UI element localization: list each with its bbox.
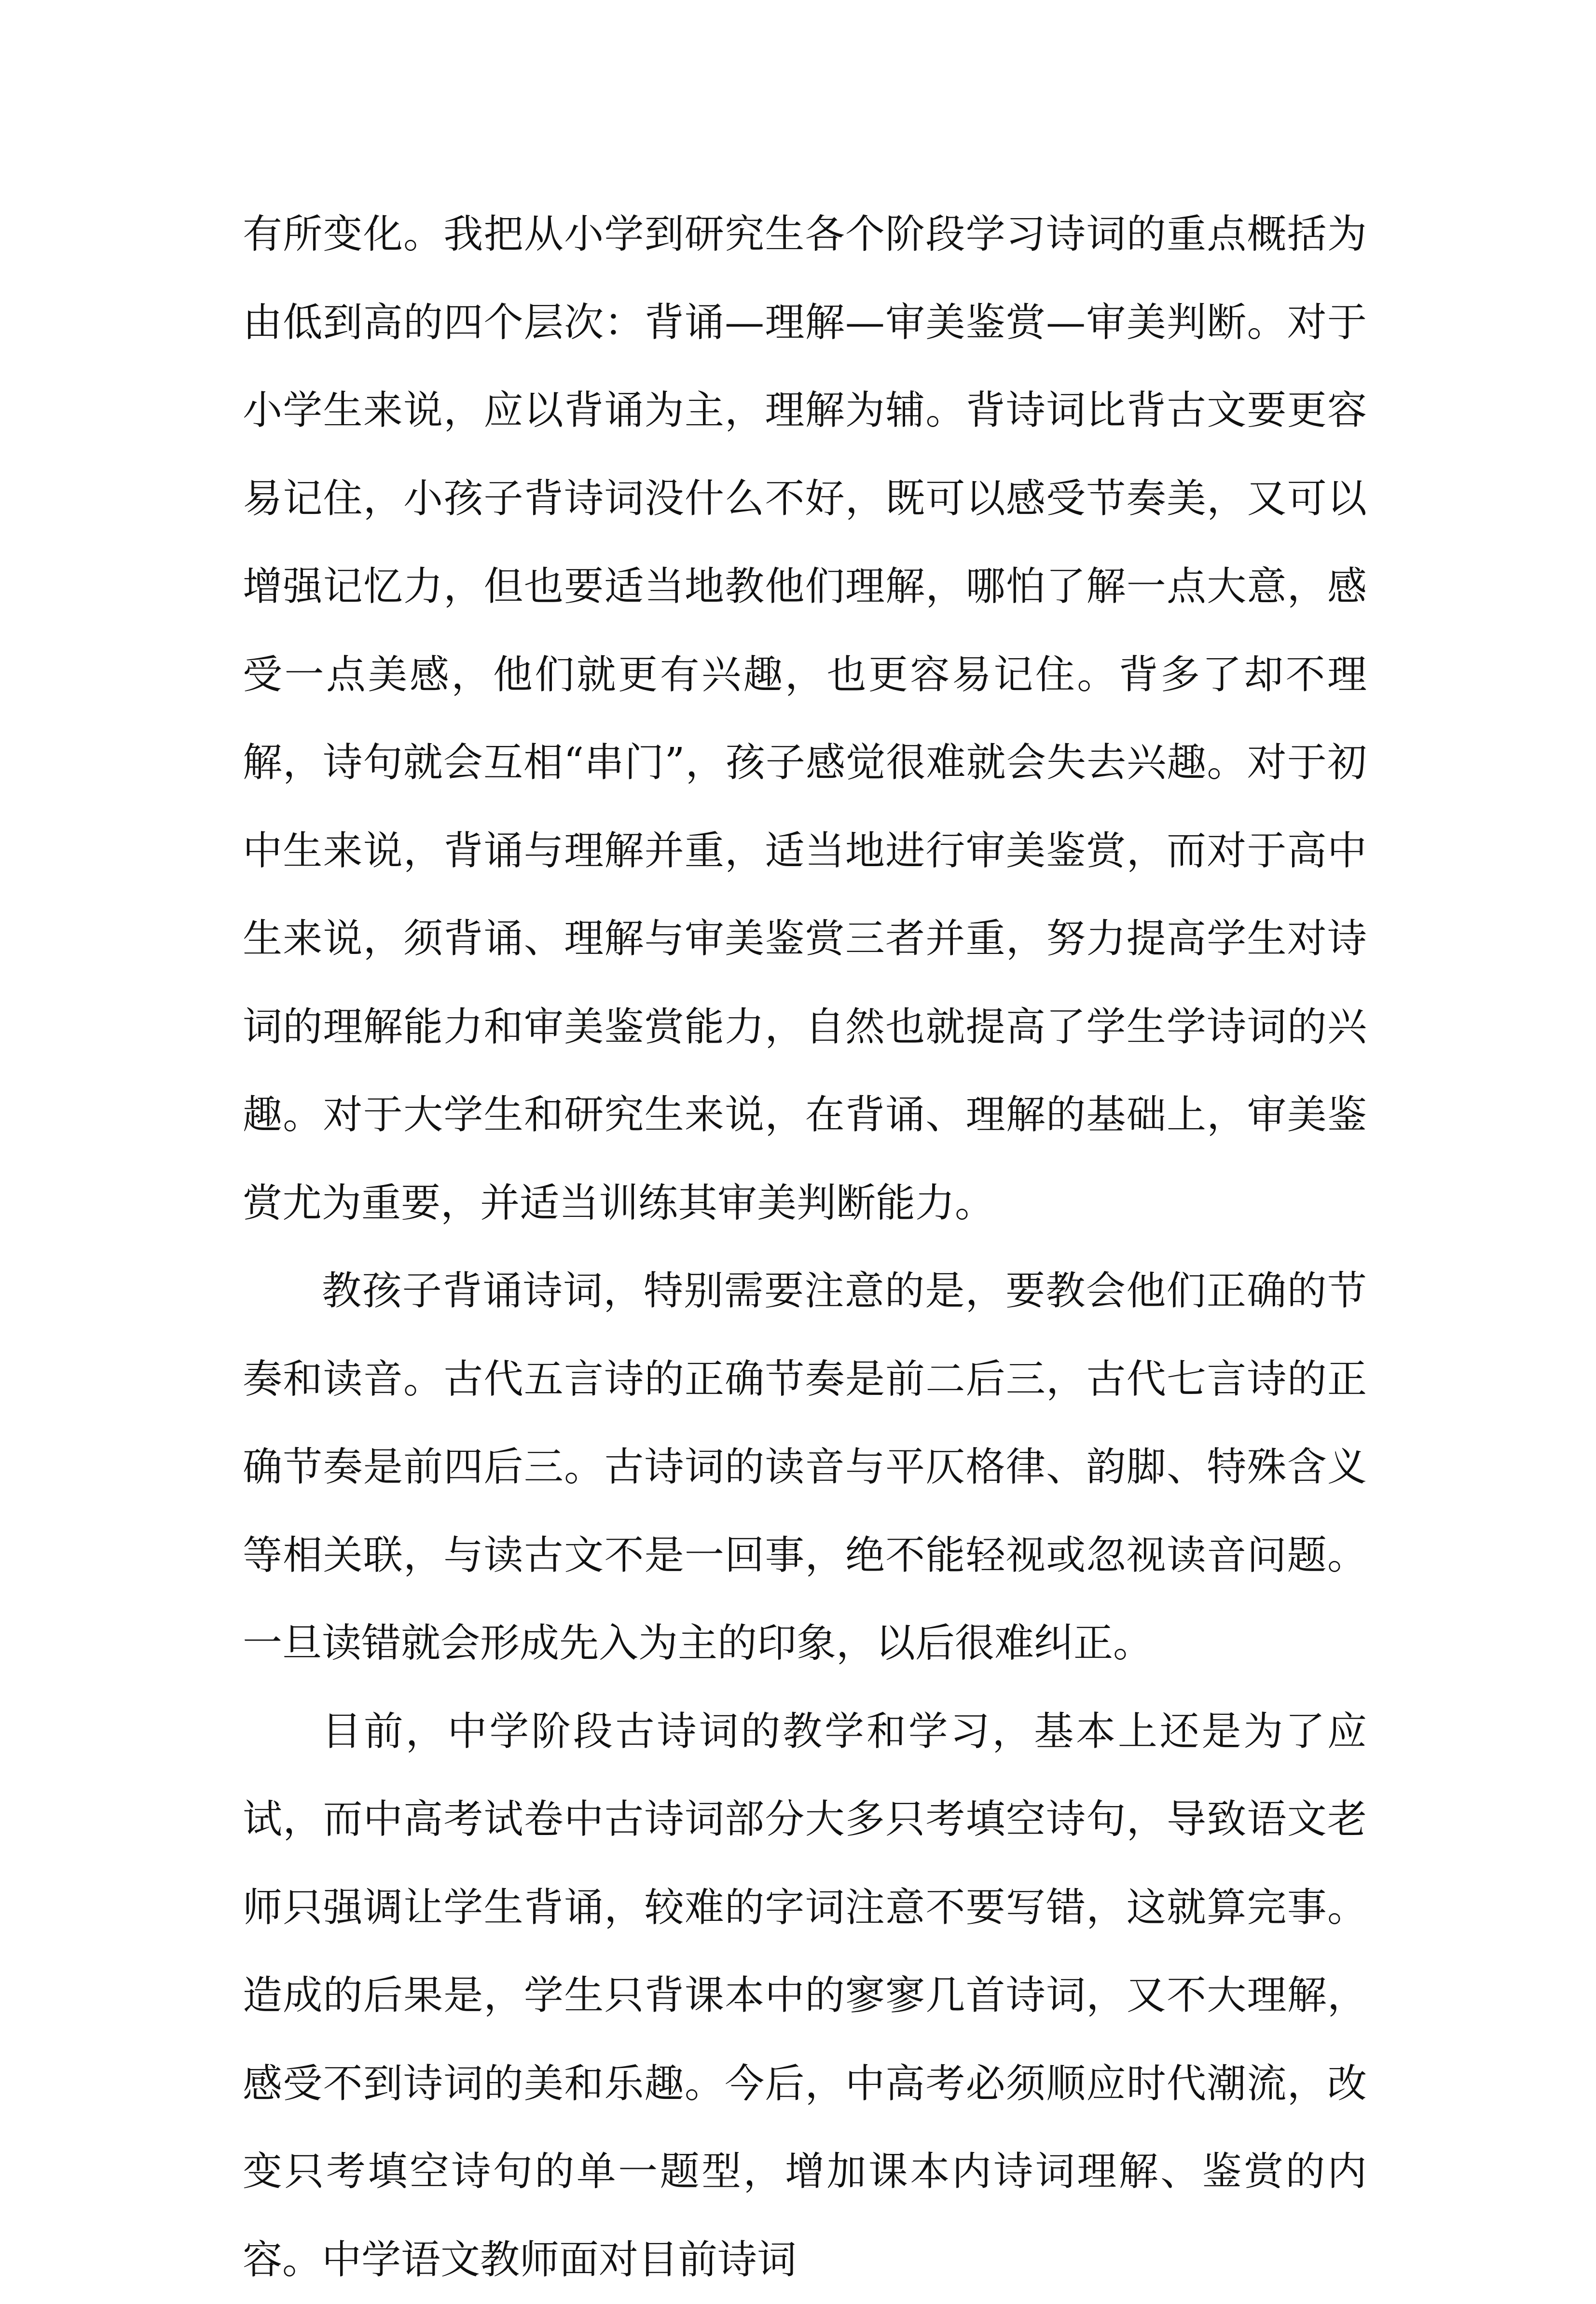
paragraph-1: 有所变化。我把从小学到研究生各个阶段学习诗词的重点概括为由低到高的四个层次：背诵—理解—审美鉴赏—审美判断。对于小学生来说，应以背诵为主，理解为辅。背诗词比背古文要更容易记住，小孩子背诗词没什么不好，既可以感受节奏美，又可以增强记忆力，但也要适当地教他们理解，哪怕了解一点大意，感受一点美感，他们就更有兴趣，也更容易记住。背多了却不理解，诗句就会互相“串门”，孩子感觉很难就会失去兴趣。对于初中生来说，背诵与理解并重，适当地进行审美鉴赏，而对于高中生来说，须背诵、理解与审美鉴赏三者并重，努力提高学生对诗词的理解能力和审美鉴赏能力，自然也就提高了学生学诗词的兴趣。对于大学生和研究生来说，在背诵、理解的基础上，审美鉴赏尤为重要，并适当训练其审美判断能力。 <box>243 191 1367 1247</box>
body-text <box>243 191 1367 2304</box>
paragraph-2: 教孩子背诵诗词，特别需要注意的是，要教会他们正确的节奏和读音。古代五言诗的正确节奏是前二后三，古代七言诗的正确节奏是前四后三。古诗词的读音与平仄格律、韵脚、特殊含义等相关联，与读古文不是一回事，绝不能轻视或忽视读音问题。一旦读错就会形成先入为主的印象，以后很难纠正。 <box>243 1247 1367 1688</box>
paragraph-3: 目前，中学阶段古诗词的教学和学习，基本上还是为了应试，而中高考试卷中古诗词部分大多只考填空诗句，导致语文老师只强调让学生背诵，较难的字词注意不要写错，这就算完事。造成的后果是，学生只背课本中的寥寥几首诗词，又不大理解，感受不到诗词的美和乐趣。今后，中高考必须顺应时代潮流，改变只考填空诗句的单一题型，增加课本内诗词理解、鉴赏的内容。中学语文教师面对目前诗词 <box>243 1688 1367 2304</box>
